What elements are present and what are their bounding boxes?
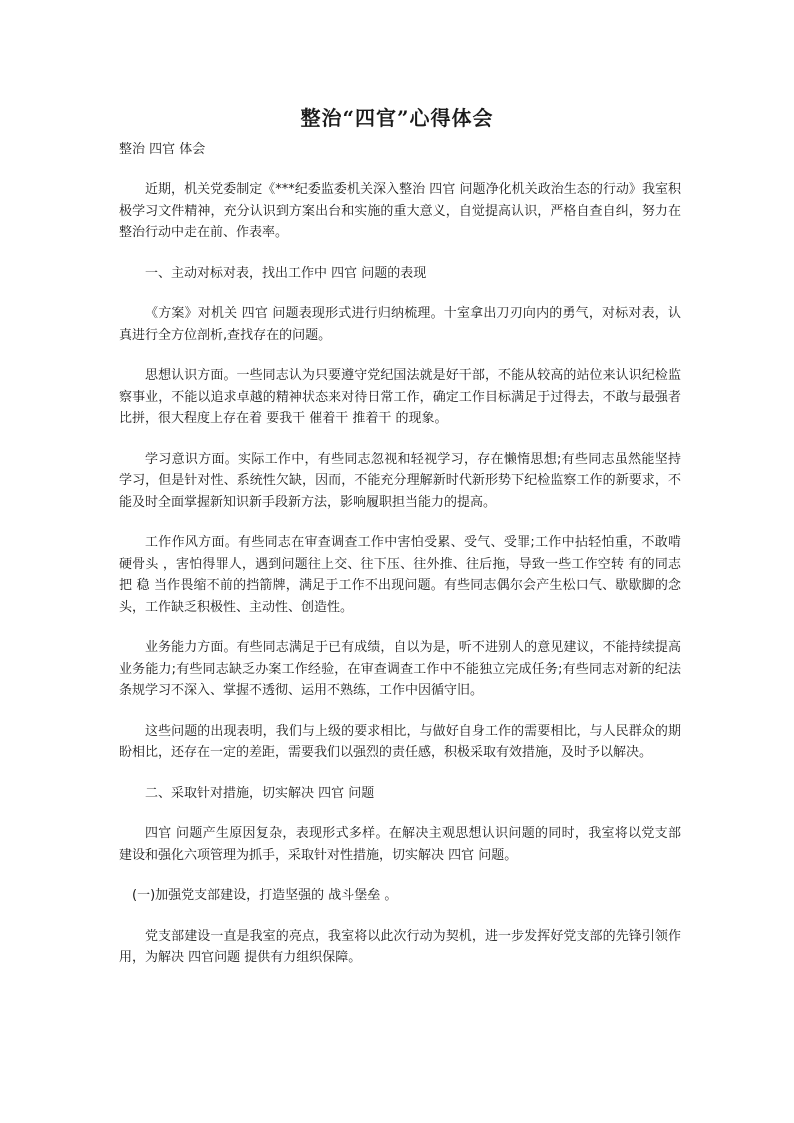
section-heading-2: 二、采取针对措施，切实解决 四官 问题 <box>145 785 375 801</box>
paragraph-work-style: 工作作风方面。有些同志在审查调查工作中害怕受累、受气、受罪;工作中拈轻怕重，不敢啃 硬骨头 ，害怕得罪人，遇到问题往上交、往下压、往外推、往后拖，导致一些工作空转 有的同志把 稳 当作畏缩不前的挡箭牌，满足于工作不出现问题。有些同志偶尔会产生松口气、歇歇脚的念头，工作缺乏积极性、主动性、创造性。 <box>119 535 681 615</box>
paragraph-party-branch: 党支部建设一直是我室的亮点，我室将以此次行动为契机，进一步发挥好党支部的先锋引领作用，为解决 四官问题 提供有力组织保障。 <box>119 928 681 965</box>
paragraph-plan-summary: 《方案》对机关 四官 问题表现形式进行归纳梳理。十室拿出刀刃向内的勇气，对标对表，认真进行全方位剖析,查找存在的问题。 <box>119 306 681 343</box>
paragraph-business-ability: 业务能力方面。有些同志满足于已有成绩，自以为是，听不进别人的意见建议，不能持续提高业务能力;有些同志缺乏办案工作经验，在审查调查工作中不能独立完成任务;有些同志对新的纪法条规学习不深入、掌握不透彻、运用不熟练，工作中因循守旧。 <box>119 640 681 698</box>
paragraph-thinking: 思想认识方面。一些同志认为只要遵守党纪国法就是好干部，不能从较高的站位来认识纪检监察事业，不能以追求卓越的精神状态来对待日常工作，确定工作目标满足于过得去，不敢与最强者比拼，很大程度上存在着 要我干 催着干 推着干 的现象。 <box>119 368 681 426</box>
paragraph-learning: 学习意识方面。实际工作中，有些同志忽视和轻视学习，存在懒惰思想;有些同志虽然能坚持学习，但是针对性、系统性欠缺，因而，不能充分理解新时代新形势下纪检监察工作的新要求，不能及时全面掌握新知识新手段新方法，影响履职担当能力的提高。 <box>119 451 681 510</box>
subsection-heading-1: (一)加强党支部建设，打造坚强的 战斗堡垒 。 <box>132 888 398 903</box>
section-heading-1: 一、主动对标对表，找出工作中 四官 问题的表现 <box>145 265 427 281</box>
document-body <box>119 179 681 988</box>
paragraph-measures: 四官 问题产生原因复杂，表现形式多样。在解决主观思想认识问题的同时，我室将以党支部建设和强化六项管理为抓手，采取针对性措施，切实解决 四官 问题。 <box>119 826 681 863</box>
document-title: 整治“四官”心得体会 <box>300 106 494 130</box>
document-keywords: 整治 四官 体会 <box>119 142 206 157</box>
paragraph-intro: 近期，机关党委制定《***纪委监委机关深入整治 四官 问题净化机关政治生态的行动》我室积极学习文件精神，充分认识到方案出台和实施的重大意义，自觉提高认识，严格自查自纠，努力在整治行动中走在前、作表率。 <box>119 182 681 240</box>
paragraph-gap: 这些问题的出现表明，我们与上级的要求相比，与做好自身工作的需要相比，与人民群众的期盼相比，还存在一定的差距，需要我们以强烈的责任感，积极采取有效措施，及时予以解决。 <box>119 723 681 760</box>
